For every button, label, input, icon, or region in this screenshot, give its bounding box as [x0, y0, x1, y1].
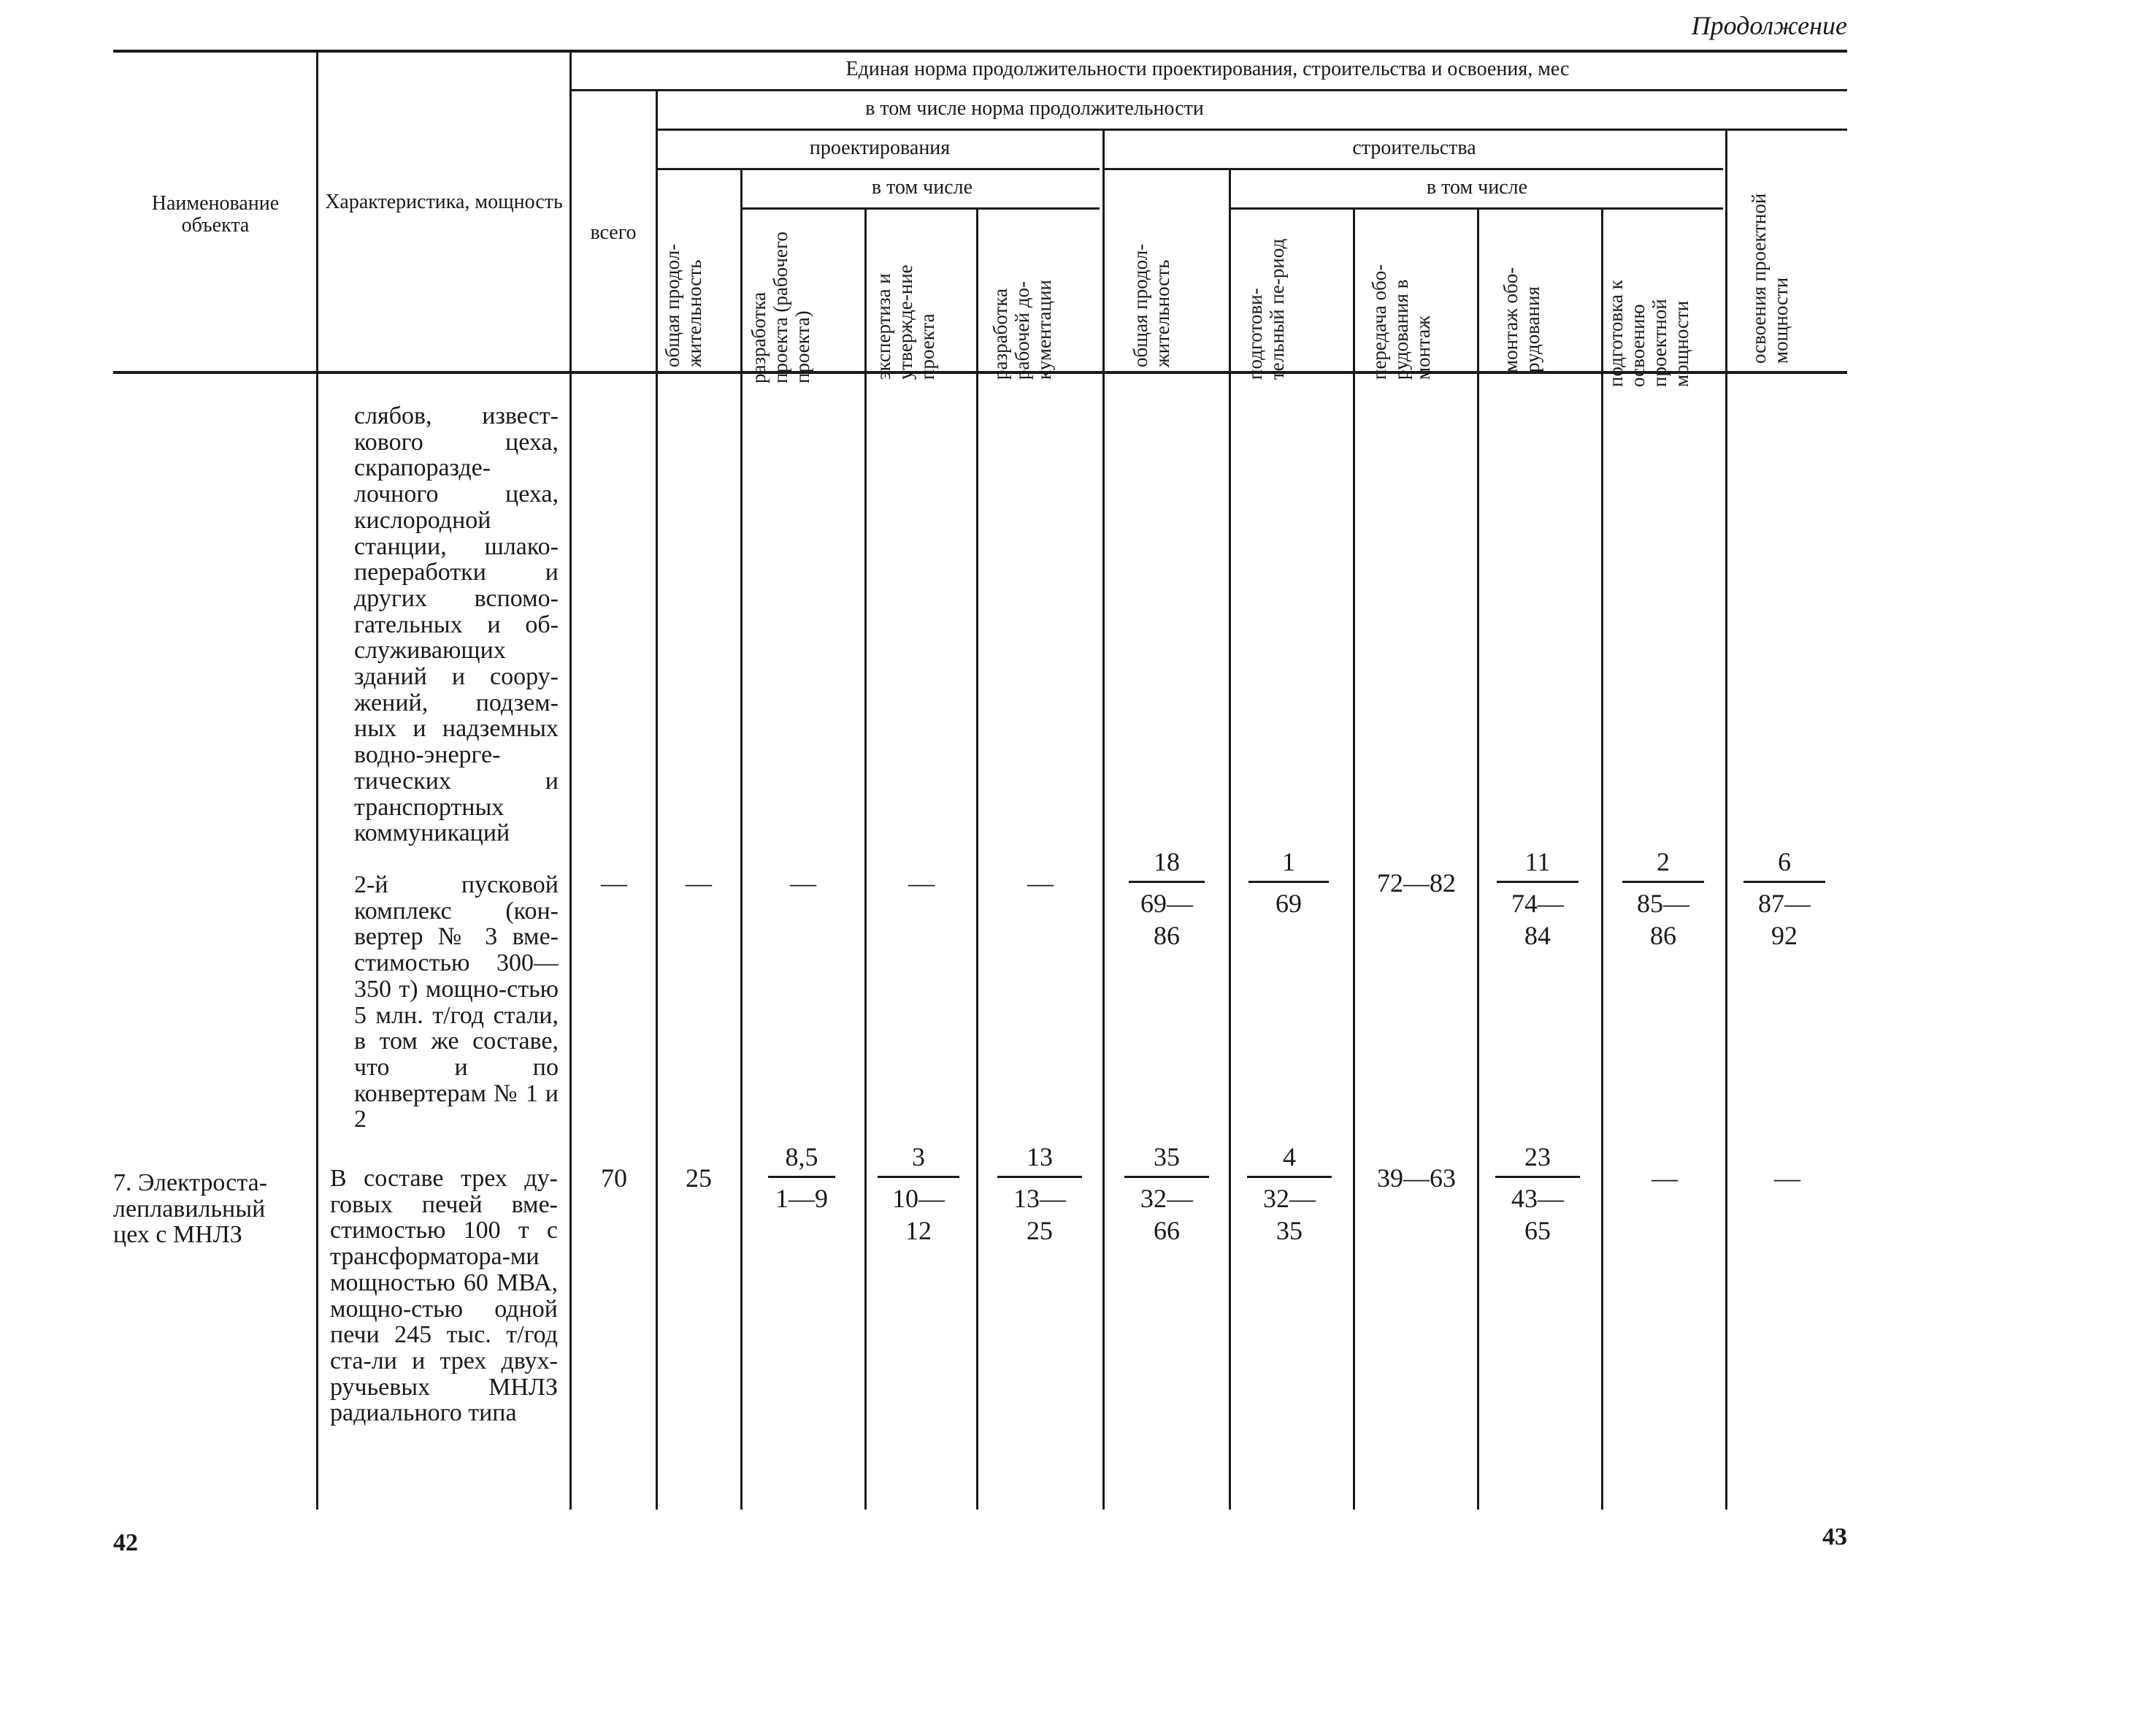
header-design: проектирования	[809, 137, 951, 159]
row-1-constr-prepcap-den: 85—86	[1637, 889, 1689, 950]
row-1-constr-prep-num: 1	[1282, 847, 1295, 876]
header-design-docs	[989, 226, 1084, 380]
body-vline-1	[316, 374, 318, 1510]
row-1-capacity-num: 6	[1778, 847, 1791, 876]
row-2-design-exp-num: 3	[912, 1142, 925, 1171]
row-2-constr-mount-num: 23	[1524, 1142, 1551, 1171]
row-1-constr-total-num: 18	[1154, 847, 1180, 876]
header-design-dev	[748, 230, 850, 383]
header-characteristic: Характеристика, мощность	[325, 191, 563, 213]
row-1-design-docs: —	[1027, 868, 1054, 898]
body-vline-5	[864, 374, 867, 1510]
row-2-constr-total-den: 32—66	[1140, 1184, 1193, 1245]
header-constr-prep-text: подготови-тельный пе-риод	[1244, 238, 1288, 380]
row-1-constr-prep	[1248, 846, 1329, 919]
header-design-dev-text: разработка проекта (рабочего проекта)	[748, 232, 813, 383]
row-2-design-docs-den: 13—25	[1013, 1184, 1066, 1245]
rule-under-design-incl	[740, 207, 1100, 210]
row-2-constr-mount	[1495, 1141, 1580, 1247]
row-1-capacity-den: 87—92	[1758, 889, 1811, 950]
header-design-docs-text: разработка рабочей до-кументации	[989, 280, 1055, 380]
row-2-constr-prep	[1247, 1141, 1332, 1247]
row-2-design-dev-den: 1—9	[775, 1184, 828, 1213]
row-2-char-text: В составе трех ду-говых печей вме-стимостью 100 т с трансформатора-ми мощностью 60 МВА, мощно-стью одной печи 245 тыс. т/год ста-ли и трех двух-ручьевых МНЛЗ радиального типа	[330, 1165, 558, 1427]
row-1-total: —	[601, 868, 627, 898]
row-1-constr-total	[1129, 846, 1205, 952]
fraction-bar	[1495, 1176, 1580, 1178]
body-vline-11	[1601, 374, 1603, 1510]
fraction-bar	[997, 1176, 1082, 1178]
row-2-constr-prep-num: 4	[1283, 1142, 1296, 1171]
fraction-bar	[1124, 1176, 1209, 1178]
rule-under-incl-norm	[656, 129, 1847, 131]
fraction-bar	[1497, 881, 1578, 883]
header-constr-handover-text: передача обо-рудования в монтаж	[1368, 264, 1434, 380]
body-vline-9	[1353, 374, 1355, 1510]
row-1-constr-handover: 72—82	[1377, 868, 1456, 898]
row-2-design-total: 25	[686, 1163, 712, 1193]
header-design-exp-text: экспертиза и утвержде-ние проекта	[872, 264, 938, 380]
vline-4	[740, 170, 743, 372]
row-2-design-dev	[768, 1141, 835, 1215]
row-2-constr-prepcap: —	[1651, 1163, 1678, 1193]
row-1-constr-mount-den: 74—84	[1511, 889, 1564, 950]
row-2-design-exp	[878, 1141, 959, 1247]
row-1-constr-total-den: 69—86	[1140, 889, 1193, 950]
row-1-constr-mount-num: 11	[1524, 847, 1551, 876]
continuation-label: Продолжение	[1691, 11, 1847, 40]
vline-8	[1229, 170, 1231, 372]
vline-2	[569, 53, 572, 372]
vline-12	[1725, 131, 1727, 372]
row-1-constr-prep-den: 69	[1275, 889, 1302, 918]
row-2-design-dev-num: 8,5	[785, 1142, 818, 1171]
row-0-char-text: слябов, извест-кового цеха, скрапоразде-лочного цеха, кислородной станции, шлако-переработки и других вспомо-гательных и об-служивающих зданий и соору-жений, подзем-ных и надземных водно-энерге-тических и транспортных коммуникаций	[354, 402, 559, 847]
vline-3	[656, 91, 658, 372]
vline-10	[1477, 210, 1479, 372]
row-1-constr-prepcap	[1622, 846, 1704, 952]
row-2-capacity: —	[1774, 1163, 1800, 1193]
body-vline-7	[1102, 374, 1105, 1510]
row-1-char-text: 2-й пусковой комплекс (кон-вертер № 3 вме-стимостью 300—350 т) мощно-стью 5 млн. т/год стали, в том же составе, что и по конвертерам № 1 и 2	[354, 871, 559, 1133]
row-2-constr-mount-den: 43—65	[1511, 1184, 1564, 1245]
header-design-total	[661, 214, 734, 367]
page-number-right: 43	[1822, 1523, 1847, 1550]
fraction-bar	[1248, 881, 1329, 883]
fraction-bar	[768, 1176, 835, 1178]
vline-1	[316, 53, 318, 372]
row-2-constr-total	[1124, 1141, 1209, 1247]
body-vline-3	[656, 374, 658, 1510]
table-top-rule	[113, 50, 1847, 53]
fraction-bar	[1247, 1176, 1332, 1178]
vline-11	[1601, 210, 1603, 372]
header-constr-mount-text: монтаж обо-рудования	[1500, 267, 1543, 372]
vline-9	[1353, 210, 1355, 372]
rule-under-construction	[1104, 168, 1723, 170]
vline-5	[864, 210, 867, 372]
row-1-constr-prepcap-num: 2	[1657, 847, 1670, 876]
header-total: всего	[590, 221, 637, 244]
fraction-bar	[1743, 881, 1825, 883]
header-design-exp	[872, 226, 967, 380]
body-vline-10	[1477, 374, 1479, 1510]
header-top-span: Единая норма продолжительности проектирования, строительства и освоения, мес	[845, 58, 1570, 80]
header-constr-mount	[1500, 219, 1580, 372]
row-2-total: 70	[601, 1163, 627, 1193]
body-vline-12	[1725, 374, 1727, 1510]
header-constr-prep	[1244, 226, 1339, 380]
row-2-constr-prep-den: 32—35	[1263, 1184, 1316, 1245]
body-vline-4	[740, 374, 743, 1510]
row-2-characteristic	[330, 1166, 558, 1426]
row-1-characteristic	[354, 872, 559, 1133]
header-constr-total-text: общая продол-жительность	[1129, 243, 1173, 367]
fraction-bar	[1129, 881, 1205, 883]
header-constr-total	[1129, 214, 1202, 367]
row-2-constr-total-num: 35	[1154, 1142, 1180, 1171]
header-incl-norm: в том числе норма продолжительности	[865, 97, 1204, 120]
header-design-total-text: общая продол-жительность	[661, 243, 705, 367]
body-vline-2	[569, 374, 572, 1510]
header-name-of-object: Наименование объекта	[151, 192, 280, 237]
row-1-capacity	[1743, 846, 1825, 952]
header-constr-prepcap-text: подготовка к освоению проектной мощности	[1605, 280, 1692, 387]
vline-6	[976, 210, 978, 372]
header-constr-incl: в том числе	[1426, 176, 1528, 199]
header-construction: строительства	[1352, 137, 1476, 159]
header-capacity-text: освоения проектной мощности	[1748, 193, 1792, 364]
header-constr-prepcap	[1605, 234, 1714, 387]
row-2-constr-handover: 39—63	[1377, 1163, 1456, 1193]
vline-7	[1102, 131, 1105, 372]
header-capacity	[1748, 174, 1821, 364]
fraction-bar	[878, 1176, 959, 1178]
row-2-name-text: 7. Электроста-леплавильный цех с МНЛЗ	[113, 1169, 268, 1249]
row-1-constr-mount	[1497, 846, 1578, 952]
header-design-incl: в том числе	[871, 176, 973, 199]
fraction-bar	[1622, 881, 1704, 883]
body-vline-8	[1229, 374, 1231, 1510]
row-2-design-docs-num: 13	[1027, 1142, 1053, 1171]
page-number-left: 42	[113, 1529, 138, 1556]
row-1-design-total: —	[686, 868, 712, 898]
header-bottom-rule	[113, 371, 1847, 374]
row-0-characteristic	[354, 403, 559, 846]
rule-under-top-span	[569, 89, 1847, 91]
rule-under-design	[656, 168, 1100, 170]
row-1-design-exp: —	[908, 868, 935, 898]
row-2-design-docs	[997, 1141, 1082, 1247]
header-constr-handover	[1368, 226, 1463, 380]
body-vline-6	[976, 374, 978, 1510]
row-2-design-exp-den: 10—12	[892, 1184, 945, 1245]
row-1-design-dev: —	[790, 868, 816, 898]
row-2-object-name	[113, 1170, 303, 1248]
